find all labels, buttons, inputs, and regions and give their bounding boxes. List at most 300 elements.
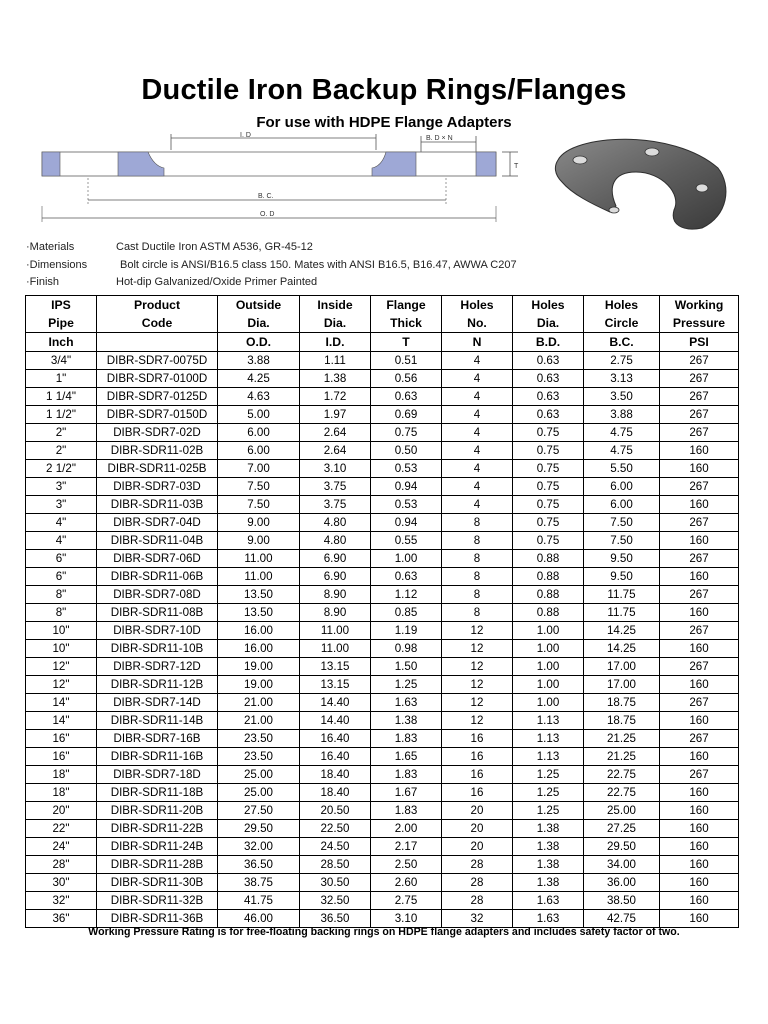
cell-holes-circle: 22.75 bbox=[584, 766, 660, 784]
cell-working-pressure: 267 bbox=[660, 424, 739, 442]
cell-product-code: DIBR-SDR11-02B bbox=[97, 442, 218, 460]
cell-ips-pipe: 36" bbox=[26, 910, 97, 928]
cell-holes-no: 12 bbox=[442, 622, 513, 640]
flange-ring-image bbox=[552, 128, 732, 234]
cell-outside-dia: 7.50 bbox=[218, 478, 300, 496]
cell-holes-no: 4 bbox=[442, 478, 513, 496]
cell-holes-no: 8 bbox=[442, 586, 513, 604]
cell-inside-dia: 6.90 bbox=[300, 550, 371, 568]
cell-holes-no: 8 bbox=[442, 514, 513, 532]
specifications-list bbox=[26, 241, 517, 294]
spec-label: ·Finish bbox=[26, 276, 60, 288]
cell-ips-pipe: 2 1/2" bbox=[26, 460, 97, 478]
cell-product-code: DIBR-SDR11-14B bbox=[97, 712, 218, 730]
cell-product-code: DIBR-SDR11-20B bbox=[97, 802, 218, 820]
table-row bbox=[26, 730, 739, 748]
cell-inside-dia: 1.72 bbox=[300, 388, 371, 406]
cell-inside-dia: 3.10 bbox=[300, 460, 371, 478]
cell-product-code: DIBR-SDR7-04D bbox=[97, 514, 218, 532]
cell-product-code: DIBR-SDR11-04B bbox=[97, 532, 218, 550]
cell-holes-dia: 1.25 bbox=[513, 802, 584, 820]
cell-holes-circle: 3.13 bbox=[584, 370, 660, 388]
cell-ips-pipe: 6" bbox=[26, 568, 97, 586]
cell-product-code: DIBR-SDR11-12B bbox=[97, 676, 218, 694]
cell-flange-thick: 3.10 bbox=[371, 910, 442, 928]
table-row bbox=[26, 568, 739, 586]
cell-holes-dia: 0.75 bbox=[513, 496, 584, 514]
cell-outside-dia: 5.00 bbox=[218, 406, 300, 424]
cell-holes-circle: 5.50 bbox=[584, 460, 660, 478]
cell-holes-circle: 6.00 bbox=[584, 478, 660, 496]
cell-holes-no: 12 bbox=[442, 640, 513, 658]
cell-ips-pipe: 14" bbox=[26, 712, 97, 730]
cell-outside-dia: 3.88 bbox=[218, 352, 300, 370]
cell-flange-thick: 0.56 bbox=[371, 370, 442, 388]
cell-inside-dia: 18.40 bbox=[300, 784, 371, 802]
cell-holes-dia: 0.75 bbox=[513, 424, 584, 442]
cell-inside-dia: 20.50 bbox=[300, 802, 371, 820]
header-ips-pipe: Pipe bbox=[26, 314, 97, 333]
cell-holes-dia: 1.13 bbox=[513, 730, 584, 748]
spec-label: ·Dimensions bbox=[26, 258, 88, 271]
cell-holes-dia: 1.00 bbox=[513, 640, 584, 658]
cell-inside-dia: 11.00 bbox=[300, 640, 371, 658]
cell-outside-dia: 32.00 bbox=[218, 838, 300, 856]
cell-outside-dia: 46.00 bbox=[218, 910, 300, 928]
cell-flange-thick: 2.60 bbox=[371, 874, 442, 892]
cell-holes-circle: 11.75 bbox=[584, 586, 660, 604]
cell-holes-circle: 7.50 bbox=[584, 532, 660, 550]
table-row bbox=[26, 496, 739, 514]
cell-outside-dia: 6.00 bbox=[218, 442, 300, 460]
table-row bbox=[26, 784, 739, 802]
cell-holes-circle: 22.75 bbox=[584, 784, 660, 802]
cell-inside-dia: 14.40 bbox=[300, 694, 371, 712]
header-holes-no: No. bbox=[442, 314, 513, 333]
table-body bbox=[26, 352, 739, 928]
cell-ips-pipe: 2" bbox=[26, 442, 97, 460]
cell-holes-no: 16 bbox=[442, 748, 513, 766]
cell-flange-thick: 0.69 bbox=[371, 406, 442, 424]
table-header-row-3 bbox=[26, 333, 739, 352]
cell-holes-dia: 1.00 bbox=[513, 622, 584, 640]
cell-ips-pipe: 4" bbox=[26, 532, 97, 550]
cell-inside-dia: 13.15 bbox=[300, 658, 371, 676]
cell-flange-thick: 0.51 bbox=[371, 352, 442, 370]
cell-flange-thick: 0.53 bbox=[371, 460, 442, 478]
cell-ips-pipe: 8" bbox=[26, 586, 97, 604]
cell-inside-dia: 8.90 bbox=[300, 586, 371, 604]
table-row bbox=[26, 478, 739, 496]
spec-value: Cast Ductile Iron ASTM A536, GR-45-12 bbox=[116, 241, 313, 253]
cell-product-code: DIBR-SDR7-14D bbox=[97, 694, 218, 712]
table-row bbox=[26, 640, 739, 658]
cell-inside-dia: 11.00 bbox=[300, 622, 371, 640]
cell-outside-dia: 27.50 bbox=[218, 802, 300, 820]
cell-holes-no: 16 bbox=[442, 730, 513, 748]
table-row bbox=[26, 532, 739, 550]
cell-holes-no: 20 bbox=[442, 820, 513, 838]
cell-inside-dia: 22.50 bbox=[300, 820, 371, 838]
table-row bbox=[26, 658, 739, 676]
header-holes-circle: Circle bbox=[584, 314, 660, 333]
cell-product-code: DIBR-SDR7-12D bbox=[97, 658, 218, 676]
cell-holes-dia: 1.38 bbox=[513, 874, 584, 892]
cell-holes-circle: 18.75 bbox=[584, 712, 660, 730]
cell-working-pressure: 267 bbox=[660, 622, 739, 640]
cell-product-code: DIBR-SDR7-0100D bbox=[97, 370, 218, 388]
header-holes-dia: Dia. bbox=[513, 314, 584, 333]
cell-product-code: DIBR-SDR11-03B bbox=[97, 496, 218, 514]
spec-dimensions bbox=[26, 259, 517, 277]
header-holes-no: N bbox=[442, 333, 513, 352]
footnote: Working Pressure Rating is for free-floating backing rings on HDPE flange adapters and includes safety factor of two. bbox=[88, 926, 680, 938]
bd-label: B. D × N bbox=[426, 135, 453, 142]
cell-inside-dia: 13.15 bbox=[300, 676, 371, 694]
cell-holes-dia: 0.88 bbox=[513, 550, 584, 568]
cell-holes-dia: 0.63 bbox=[513, 352, 584, 370]
cell-holes-dia: 0.63 bbox=[513, 370, 584, 388]
spec-materials bbox=[26, 241, 517, 259]
cell-outside-dia: 25.00 bbox=[218, 784, 300, 802]
table-row bbox=[26, 838, 739, 856]
cell-holes-no: 4 bbox=[442, 424, 513, 442]
cell-holes-dia: 1.38 bbox=[513, 820, 584, 838]
cell-product-code: DIBR-SDR11-18B bbox=[97, 784, 218, 802]
bc-label: B. C. bbox=[258, 193, 274, 200]
cell-working-pressure: 160 bbox=[660, 640, 739, 658]
header-outside-dia: Outside bbox=[218, 296, 300, 315]
cell-holes-no: 32 bbox=[442, 910, 513, 928]
cell-product-code: DIBR-SDR7-0075D bbox=[97, 352, 218, 370]
cell-flange-thick: 1.83 bbox=[371, 730, 442, 748]
cell-outside-dia: 36.50 bbox=[218, 856, 300, 874]
cell-holes-circle: 4.75 bbox=[584, 442, 660, 460]
cell-outside-dia: 4.63 bbox=[218, 388, 300, 406]
cell-holes-no: 20 bbox=[442, 802, 513, 820]
cell-outside-dia: 38.75 bbox=[218, 874, 300, 892]
cell-product-code: DIBR-SDR7-18D bbox=[97, 766, 218, 784]
header-working-pressure: Working bbox=[660, 296, 739, 315]
cell-ips-pipe: 10" bbox=[26, 640, 97, 658]
table-row bbox=[26, 676, 739, 694]
cell-product-code: DIBR-SDR7-0150D bbox=[97, 406, 218, 424]
cell-holes-no: 4 bbox=[442, 406, 513, 424]
cell-inside-dia: 2.64 bbox=[300, 442, 371, 460]
cell-outside-dia: 23.50 bbox=[218, 748, 300, 766]
cell-product-code: DIBR-SDR11-025B bbox=[97, 460, 218, 478]
od-label: O. D bbox=[260, 211, 275, 218]
cell-holes-no: 16 bbox=[442, 784, 513, 802]
cell-product-code: DIBR-SDR7-03D bbox=[97, 478, 218, 496]
cell-holes-no: 4 bbox=[442, 460, 513, 478]
cell-inside-dia: 4.80 bbox=[300, 514, 371, 532]
cell-holes-circle: 11.75 bbox=[584, 604, 660, 622]
cell-inside-dia: 14.40 bbox=[300, 712, 371, 730]
cell-ips-pipe: 8" bbox=[26, 604, 97, 622]
cell-working-pressure: 160 bbox=[660, 712, 739, 730]
cell-ips-pipe: 1" bbox=[26, 370, 97, 388]
cell-ips-pipe: 12" bbox=[26, 658, 97, 676]
cell-working-pressure: 160 bbox=[660, 442, 739, 460]
cell-inside-dia: 18.40 bbox=[300, 766, 371, 784]
cell-working-pressure: 160 bbox=[660, 874, 739, 892]
cell-working-pressure: 160 bbox=[660, 568, 739, 586]
cell-holes-dia: 1.25 bbox=[513, 766, 584, 784]
cell-holes-circle: 9.50 bbox=[584, 550, 660, 568]
header-holes-dia: B.D. bbox=[513, 333, 584, 352]
cell-flange-thick: 0.75 bbox=[371, 424, 442, 442]
cell-flange-thick: 2.17 bbox=[371, 838, 442, 856]
header-working-pressure: Pressure bbox=[660, 314, 739, 333]
cell-inside-dia: 32.50 bbox=[300, 892, 371, 910]
page-subtitle: For use with HDPE Flange Adapters bbox=[256, 114, 512, 131]
cell-working-pressure: 160 bbox=[660, 784, 739, 802]
cell-product-code: DIBR-SDR11-32B bbox=[97, 892, 218, 910]
cell-holes-no: 12 bbox=[442, 676, 513, 694]
table-header-row-2 bbox=[26, 314, 739, 333]
cell-inside-dia: 1.11 bbox=[300, 352, 371, 370]
cell-product-code: DIBR-SDR7-02D bbox=[97, 424, 218, 442]
cell-holes-no: 12 bbox=[442, 694, 513, 712]
cell-working-pressure: 267 bbox=[660, 478, 739, 496]
cell-working-pressure: 267 bbox=[660, 370, 739, 388]
table-row bbox=[26, 352, 739, 370]
header-flange-thick: Thick bbox=[371, 314, 442, 333]
flange-dimensions-table bbox=[25, 295, 739, 928]
cell-ips-pipe: 14" bbox=[26, 694, 97, 712]
cell-working-pressure: 160 bbox=[660, 910, 739, 928]
cell-working-pressure: 160 bbox=[660, 604, 739, 622]
cell-outside-dia: 41.75 bbox=[218, 892, 300, 910]
cell-outside-dia: 7.00 bbox=[218, 460, 300, 478]
cell-flange-thick: 2.00 bbox=[371, 820, 442, 838]
cell-flange-thick: 2.50 bbox=[371, 856, 442, 874]
cell-holes-circle: 21.25 bbox=[584, 730, 660, 748]
cell-flange-thick: 0.94 bbox=[371, 478, 442, 496]
cell-flange-thick: 0.85 bbox=[371, 604, 442, 622]
table-row bbox=[26, 712, 739, 730]
cell-holes-no: 8 bbox=[442, 532, 513, 550]
header-holes-no: Holes bbox=[442, 296, 513, 315]
header-holes-circle: Holes bbox=[584, 296, 660, 315]
cell-inside-dia: 8.90 bbox=[300, 604, 371, 622]
cell-holes-no: 4 bbox=[442, 442, 513, 460]
cell-holes-no: 8 bbox=[442, 568, 513, 586]
header-outside-dia: O.D. bbox=[218, 333, 300, 352]
cell-product-code: DIBR-SDR11-24B bbox=[97, 838, 218, 856]
cell-flange-thick: 1.19 bbox=[371, 622, 442, 640]
cell-holes-circle: 17.00 bbox=[584, 658, 660, 676]
cell-flange-thick: 0.53 bbox=[371, 496, 442, 514]
cell-holes-dia: 1.38 bbox=[513, 856, 584, 874]
cell-working-pressure: 160 bbox=[660, 748, 739, 766]
cell-working-pressure: 267 bbox=[660, 730, 739, 748]
cell-holes-dia: 0.75 bbox=[513, 514, 584, 532]
cell-holes-circle: 17.00 bbox=[584, 676, 660, 694]
cell-holes-circle: 25.00 bbox=[584, 802, 660, 820]
table-row bbox=[26, 622, 739, 640]
cell-outside-dia: 4.25 bbox=[218, 370, 300, 388]
cell-holes-no: 4 bbox=[442, 388, 513, 406]
cell-inside-dia: 2.64 bbox=[300, 424, 371, 442]
cell-ips-pipe: 32" bbox=[26, 892, 97, 910]
cell-ips-pipe: 24" bbox=[26, 838, 97, 856]
cell-holes-dia: 1.00 bbox=[513, 676, 584, 694]
cell-flange-thick: 1.00 bbox=[371, 550, 442, 568]
table-row bbox=[26, 388, 739, 406]
cell-outside-dia: 21.00 bbox=[218, 712, 300, 730]
cell-outside-dia: 7.50 bbox=[218, 496, 300, 514]
table-row bbox=[26, 910, 739, 928]
table-row bbox=[26, 406, 739, 424]
table-row bbox=[26, 514, 739, 532]
cell-holes-circle: 7.50 bbox=[584, 514, 660, 532]
header-holes-circle: B.C. bbox=[584, 333, 660, 352]
cell-holes-circle: 2.75 bbox=[584, 352, 660, 370]
header-product-code: Product bbox=[97, 296, 218, 315]
cell-outside-dia: 6.00 bbox=[218, 424, 300, 442]
cell-working-pressure: 267 bbox=[660, 586, 739, 604]
table-header-row-1 bbox=[26, 296, 739, 315]
cell-holes-no: 16 bbox=[442, 766, 513, 784]
page-title: Ductile Iron Backup Rings/Flanges bbox=[141, 74, 627, 106]
cell-working-pressure: 267 bbox=[660, 766, 739, 784]
cell-product-code: DIBR-SDR7-16B bbox=[97, 730, 218, 748]
header-product-code: Code bbox=[97, 314, 218, 333]
header-ips-pipe: IPS bbox=[26, 296, 97, 315]
cell-flange-thick: 0.63 bbox=[371, 388, 442, 406]
header-working-pressure: PSI bbox=[660, 333, 739, 352]
cell-working-pressure: 267 bbox=[660, 658, 739, 676]
cell-holes-dia: 0.75 bbox=[513, 460, 584, 478]
cell-inside-dia: 16.40 bbox=[300, 748, 371, 766]
cell-flange-thick: 0.55 bbox=[371, 532, 442, 550]
cell-product-code: DIBR-SDR7-0125D bbox=[97, 388, 218, 406]
cell-holes-circle: 3.88 bbox=[584, 406, 660, 424]
cell-product-code: DIBR-SDR11-16B bbox=[97, 748, 218, 766]
table-row bbox=[26, 442, 739, 460]
cell-flange-thick: 1.50 bbox=[371, 658, 442, 676]
cell-outside-dia: 23.50 bbox=[218, 730, 300, 748]
cell-holes-dia: 0.88 bbox=[513, 586, 584, 604]
cell-outside-dia: 19.00 bbox=[218, 658, 300, 676]
cell-flange-thick: 1.65 bbox=[371, 748, 442, 766]
header-product-code bbox=[97, 333, 218, 352]
table-row bbox=[26, 550, 739, 568]
cell-holes-circle: 42.75 bbox=[584, 910, 660, 928]
cell-product-code: DIBR-SDR7-10D bbox=[97, 622, 218, 640]
cell-holes-circle: 27.25 bbox=[584, 820, 660, 838]
cell-outside-dia: 11.00 bbox=[218, 550, 300, 568]
cell-ips-pipe: 20" bbox=[26, 802, 97, 820]
header-inside-dia: I.D. bbox=[300, 333, 371, 352]
cell-working-pressure: 160 bbox=[660, 496, 739, 514]
cell-product-code: DIBR-SDR11-08B bbox=[97, 604, 218, 622]
spec-value: Hot-dip Galvanized/Oxide Primer Painted bbox=[116, 276, 318, 288]
cell-outside-dia: 21.00 bbox=[218, 694, 300, 712]
cell-holes-dia: 0.75 bbox=[513, 478, 584, 496]
cell-working-pressure: 160 bbox=[660, 676, 739, 694]
cell-working-pressure: 267 bbox=[660, 352, 739, 370]
cell-inside-dia: 1.97 bbox=[300, 406, 371, 424]
table-row bbox=[26, 748, 739, 766]
cell-holes-no: 8 bbox=[442, 550, 513, 568]
cell-inside-dia: 1.38 bbox=[300, 370, 371, 388]
cell-holes-circle: 6.00 bbox=[584, 496, 660, 514]
cell-holes-no: 12 bbox=[442, 658, 513, 676]
cell-ips-pipe: 28" bbox=[26, 856, 97, 874]
cell-holes-no: 28 bbox=[442, 874, 513, 892]
cell-ips-pipe: 1 1/4" bbox=[26, 388, 97, 406]
cell-working-pressure: 267 bbox=[660, 514, 739, 532]
table-row bbox=[26, 424, 739, 442]
cell-holes-circle: 38.50 bbox=[584, 892, 660, 910]
cell-ips-pipe: 4" bbox=[26, 514, 97, 532]
table-row bbox=[26, 802, 739, 820]
table-row bbox=[26, 586, 739, 604]
cell-holes-dia: 1.00 bbox=[513, 658, 584, 676]
cell-holes-dia: 0.75 bbox=[513, 442, 584, 460]
cell-flange-thick: 0.63 bbox=[371, 568, 442, 586]
cell-holes-circle: 14.25 bbox=[584, 640, 660, 658]
table-row bbox=[26, 694, 739, 712]
cell-inside-dia: 24.50 bbox=[300, 838, 371, 856]
id-label: I. D bbox=[240, 132, 251, 139]
cell-outside-dia: 9.00 bbox=[218, 514, 300, 532]
cell-working-pressure: 160 bbox=[660, 838, 739, 856]
cell-holes-no: 28 bbox=[442, 856, 513, 874]
cell-working-pressure: 267 bbox=[660, 694, 739, 712]
cell-holes-no: 4 bbox=[442, 496, 513, 514]
cell-product-code: DIBR-SDR11-06B bbox=[97, 568, 218, 586]
cell-holes-circle: 14.25 bbox=[584, 622, 660, 640]
cell-product-code: DIBR-SDR11-10B bbox=[97, 640, 218, 658]
cell-working-pressure: 160 bbox=[660, 820, 739, 838]
cell-holes-circle: 29.50 bbox=[584, 838, 660, 856]
cell-outside-dia: 29.50 bbox=[218, 820, 300, 838]
cell-product-code: DIBR-SDR7-06D bbox=[97, 550, 218, 568]
cell-working-pressure: 160 bbox=[660, 892, 739, 910]
cell-inside-dia: 6.90 bbox=[300, 568, 371, 586]
cell-ips-pipe: 1 1/2" bbox=[26, 406, 97, 424]
table-row bbox=[26, 460, 739, 478]
cell-flange-thick: 1.38 bbox=[371, 712, 442, 730]
cell-holes-no: 8 bbox=[442, 604, 513, 622]
cell-product-code: DIBR-SDR7-08D bbox=[97, 586, 218, 604]
cell-holes-dia: 1.63 bbox=[513, 910, 584, 928]
t-label: T bbox=[514, 163, 519, 170]
cell-holes-dia: 0.75 bbox=[513, 532, 584, 550]
cell-flange-thick: 1.12 bbox=[371, 586, 442, 604]
cell-ips-pipe: 3" bbox=[26, 478, 97, 496]
cell-working-pressure: 267 bbox=[660, 550, 739, 568]
cell-holes-dia: 1.38 bbox=[513, 838, 584, 856]
cell-holes-circle: 21.25 bbox=[584, 748, 660, 766]
cell-holes-dia: 1.00 bbox=[513, 694, 584, 712]
cell-holes-dia: 0.63 bbox=[513, 406, 584, 424]
cell-holes-circle: 3.50 bbox=[584, 388, 660, 406]
cell-outside-dia: 9.00 bbox=[218, 532, 300, 550]
cell-outside-dia: 19.00 bbox=[218, 676, 300, 694]
cell-ips-pipe: 3/4" bbox=[26, 352, 97, 370]
cell-holes-dia: 1.13 bbox=[513, 712, 584, 730]
cell-outside-dia: 16.00 bbox=[218, 622, 300, 640]
cell-flange-thick: 1.25 bbox=[371, 676, 442, 694]
cell-outside-dia: 25.00 bbox=[218, 766, 300, 784]
cell-inside-dia: 28.50 bbox=[300, 856, 371, 874]
cell-working-pressure: 160 bbox=[660, 856, 739, 874]
